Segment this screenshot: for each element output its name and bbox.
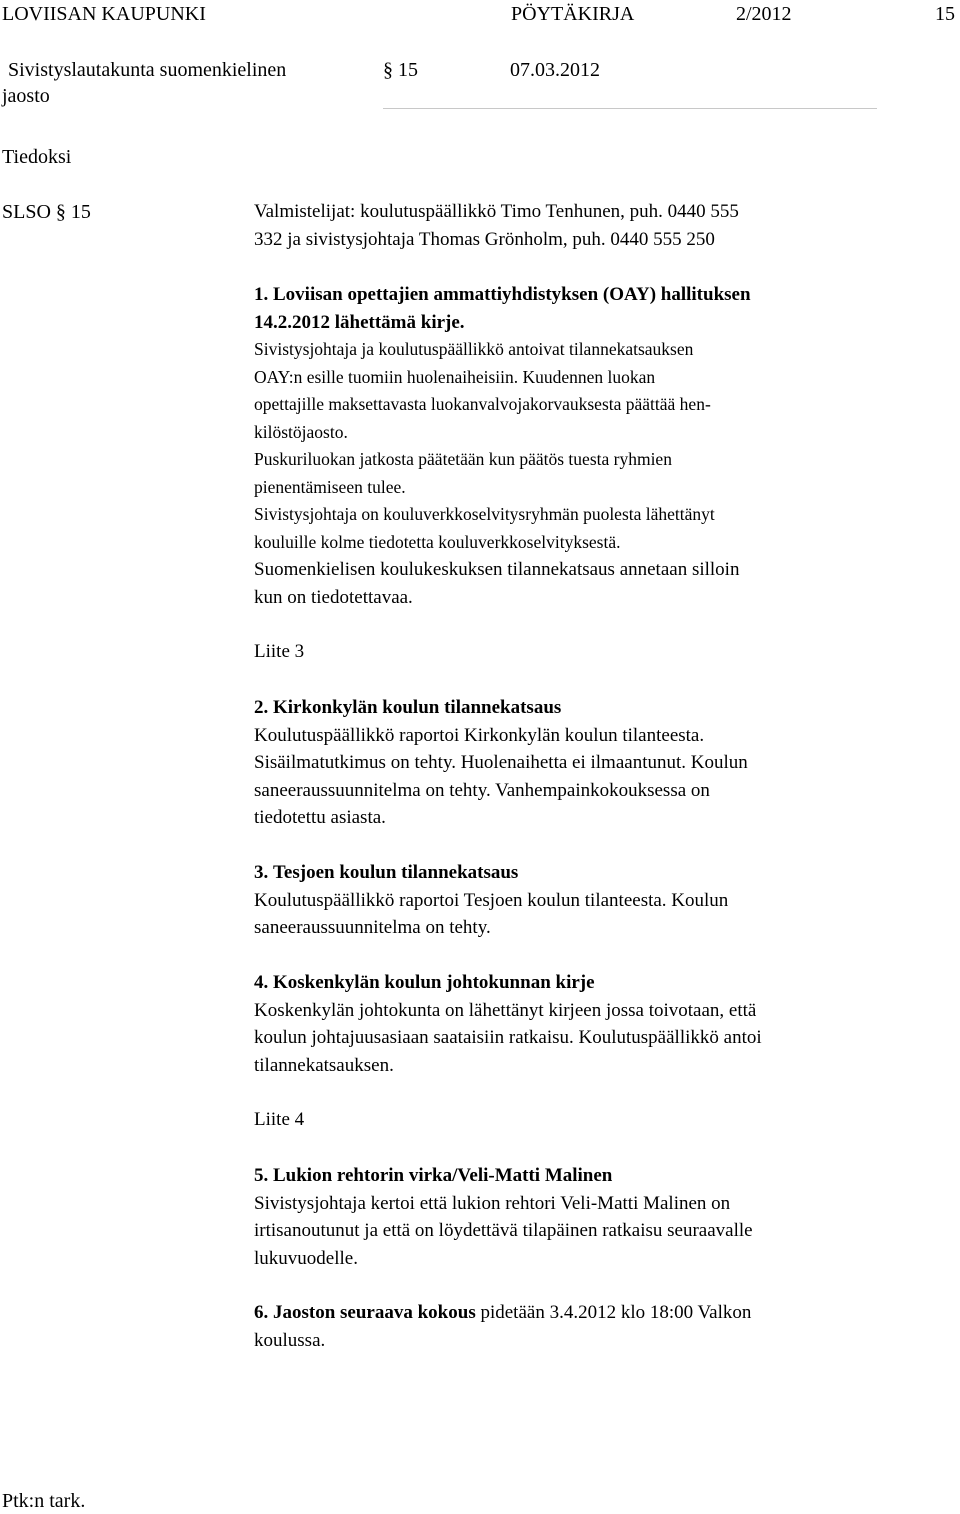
header-divider bbox=[383, 108, 877, 109]
paragraph-line: Koulutuspäällikkö raportoi Tesjoen koulun tilanteesta. Koulun bbox=[254, 889, 729, 911]
paragraph-line: Sivistysjohtaja kertoi että lukion rehtori Veli-Matti Malinen on bbox=[254, 1192, 731, 1214]
section-2 bbox=[254, 694, 894, 832]
section-4-title: Koskenkylän koulun johtokunnan kirje bbox=[273, 972, 595, 993]
paragraph-line: koulun johtajuusasiaan saataisiin ratkaisu. Koulutuspäällikkö antoi bbox=[254, 1027, 762, 1048]
paragraph-line: kilöstöjaosto. bbox=[254, 421, 348, 442]
paragraph-line: Sivistysjohtaja on kouluverkkoselvitysryhmän puolesta lähettänyt bbox=[254, 504, 715, 524]
paragraph-line: saneeraussuunnitelma on tehty. bbox=[254, 917, 491, 938]
item-reference: SLSO § 15 bbox=[2, 201, 91, 223]
paragraph-line: saneeraussuunnitelma on tehty. Vanhempainkokouksessa on bbox=[254, 779, 710, 801]
section-3 bbox=[254, 859, 894, 942]
category-label: Tiedoksi bbox=[2, 146, 72, 168]
organization-name: LOVIISAN KAUPUNKI bbox=[2, 3, 206, 25]
paragraph-line: lukuvuodelle. bbox=[254, 1247, 358, 1269]
section-6-text: pidetään 3.4.2012 klo 18:00 Valkon bbox=[475, 1302, 752, 1323]
paragraph-line: Sivistysjohtaja ja koulutuspäällikkö antoivat tilannekatsauksen bbox=[254, 339, 694, 359]
paragraph-line: pienentämiseen tulee. bbox=[254, 476, 406, 497]
paragraph-line: kouluille kolme tiedotetta kouluverkkoselvityksestä. bbox=[254, 531, 621, 552]
committee-name: Sivistyslautakunta suomenkielinen bbox=[8, 59, 287, 81]
section-number: § 15 bbox=[383, 59, 418, 81]
paragraph-line: Suomenkielisen koulukeskuksen tilannekatsaus annetaan silloin bbox=[254, 559, 740, 580]
paragraph-line: Koskenkylän johtokunta on lähettänyt kirjeen jossa toivotaan, että bbox=[254, 999, 757, 1021]
section-1-body bbox=[254, 336, 894, 556]
paragraph-line: tilannekatsauksen. bbox=[254, 1054, 394, 1076]
paragraph-line: OAY:n esille tuomiin huolenaiheisiin. Kuudennen luokan bbox=[254, 366, 656, 387]
section-1-body-cont bbox=[254, 556, 894, 611]
committee-name-cont: jaosto bbox=[2, 85, 50, 107]
paragraph-line: tiedotettu asiasta. bbox=[254, 807, 386, 828]
section-6-number: 6. bbox=[254, 1302, 269, 1323]
section-2-title: Kirkonkylän koulun tilannekatsaus bbox=[273, 697, 562, 718]
attachment-label: Liite 3 bbox=[254, 641, 305, 662]
paragraph-line: koulussa. bbox=[254, 1329, 326, 1351]
section-3-number: 3. bbox=[254, 862, 269, 883]
section-6-title: Jaoston seuraava kokous bbox=[273, 1302, 476, 1323]
document-number: 2/2012 bbox=[736, 3, 792, 25]
section-5 bbox=[254, 1162, 894, 1272]
preparers-line: 332 ja sivistysjohtaja Thomas Grönholm, puh. 0440 555 250 bbox=[254, 228, 715, 250]
section-1-title-cont: 14.2.2012 lähettämä kirje. bbox=[254, 311, 465, 333]
paragraph-line: opettajille maksettavasta luokanvalvojakorvauksesta päättää hen- bbox=[254, 394, 711, 414]
section-4 bbox=[254, 969, 894, 1079]
preparers bbox=[254, 198, 894, 253]
page-number: 15 bbox=[935, 3, 955, 25]
paragraph-line: Koulutuspäällikkö raportoi Kirkonkylän koulun tilanteesta. bbox=[254, 724, 705, 746]
paragraph-line: irtisanoutunut ja että on löydettävä tilapäinen ratkaisu seuraavalle bbox=[254, 1220, 753, 1241]
section-3-title: Tesjoen koulun tilannekatsaus bbox=[273, 862, 519, 883]
meeting-date: 07.03.2012 bbox=[510, 59, 600, 81]
section-5-title: Lukion rehtorin virka/Veli-Matti Malinen bbox=[273, 1165, 613, 1186]
attachment-label: Liite 4 bbox=[254, 1109, 305, 1130]
paragraph-line: Sisäilmatutkimus on tehty. Huolenaihetta ei ilmaantunut. Koulun bbox=[254, 752, 748, 773]
section-6 bbox=[254, 1299, 894, 1354]
preparers-line: Valmistelijat: koulutuspäällikkö Timo Tenhunen, puh. 0440 555 bbox=[254, 201, 739, 222]
paragraph-line: kun on tiedotettavaa. bbox=[254, 586, 413, 608]
section-4-number: 4. bbox=[254, 972, 269, 993]
section-5-number: 5. bbox=[254, 1165, 269, 1186]
paragraph-line: Puskuriluokan jatkosta päätetään kun päätös tuesta ryhmien bbox=[254, 449, 672, 469]
section-2-number: 2. bbox=[254, 697, 269, 718]
section-1-title: 1. Loviisan opettajien ammattiyhdistyksen (OAY) hallituksen bbox=[254, 284, 751, 305]
footer-label: Ptk:n tark. bbox=[2, 1490, 86, 1512]
section-1-heading bbox=[254, 281, 894, 336]
document-type: PÖYTÄKIRJA bbox=[511, 3, 635, 25]
